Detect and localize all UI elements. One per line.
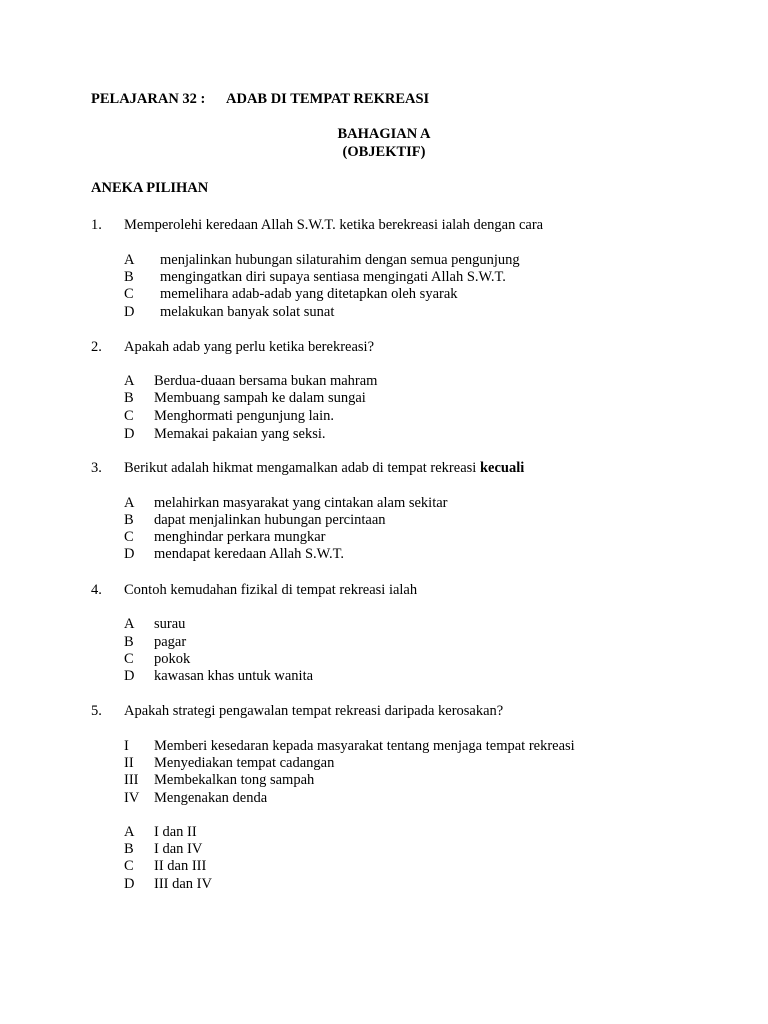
option-text: pokok <box>154 651 191 667</box>
option-text: mendapat keredaan Allah S.W.T. <box>154 546 345 562</box>
question-text: Memperolehi keredaan Allah S.W.T. ketika berekreasi ialah dengan cara <box>124 217 544 233</box>
option-text: I dan IV <box>154 841 203 857</box>
option-text: menjalinkan hubungan silaturahim dengan semua pengunjung <box>160 252 520 268</box>
option-letter: A <box>124 824 135 840</box>
question-number: 1. <box>91 217 102 233</box>
question-emphasis: kecuali <box>479 460 525 476</box>
question-number: 2. <box>91 339 102 355</box>
option-text: II dan III <box>154 858 207 874</box>
section-title: BAHAGIAN A <box>337 126 431 142</box>
option-text: kawasan khas untuk wanita <box>154 668 314 684</box>
option-letter: B <box>124 390 134 406</box>
lesson-title: ADAB DI TEMPAT REKREASI <box>226 91 430 107</box>
option-letter: C <box>124 651 134 667</box>
option-letter: C <box>124 858 134 874</box>
option-text: pagar <box>154 634 187 650</box>
option-text: Berdua-duaan bersama bukan mahram <box>154 373 378 389</box>
statement-text: Menyediakan tempat cadangan <box>154 755 335 771</box>
option-letter: A <box>124 252 135 268</box>
option-letter: B <box>124 634 134 650</box>
option-letter: A <box>124 495 135 511</box>
question-number: 5. <box>91 703 102 719</box>
question-text: Berikut adalah hikmat mengamalkan adab di tempat rekreasi <box>124 460 477 476</box>
statement-numeral: IV <box>124 790 140 806</box>
option-text: Menghormati pengunjung lain. <box>154 408 335 424</box>
option-letter: B <box>124 841 134 857</box>
question-number: 3. <box>91 460 102 476</box>
option-letter: D <box>124 668 135 684</box>
option-text: surau <box>154 616 186 632</box>
option-letter: D <box>124 304 135 320</box>
option-text: menghindar perkara mungkar <box>154 529 326 545</box>
option-letter: C <box>124 408 134 424</box>
option-text: Membuang sampah ke dalam sungai <box>154 390 366 406</box>
section-type: (OBJEKTIF) <box>342 144 426 160</box>
option-text: dapat menjalinkan hubungan percintaan <box>154 512 386 528</box>
question-text: Apakah adab yang perlu ketika berekreasi? <box>124 339 375 355</box>
option-text: III dan IV <box>154 876 212 892</box>
option-letter: D <box>124 876 135 892</box>
statement-numeral: III <box>124 772 139 788</box>
statement-numeral: II <box>124 755 134 771</box>
statement-text: Mengenakan denda <box>154 790 268 806</box>
option-letter: C <box>124 529 134 545</box>
option-letter: B <box>124 269 134 285</box>
option-text: I dan II <box>154 824 197 840</box>
option-letter: A <box>124 616 135 632</box>
option-text: melahirkan masyarakat yang cintakan alam sekitar <box>154 495 448 511</box>
option-text: memelihara adab-adab yang ditetapkan oleh syarak <box>160 286 458 302</box>
option-letter: D <box>124 546 135 562</box>
statement-text: Memberi kesedaran kepada masyarakat tentang menjaga tempat rekreasi <box>154 738 575 754</box>
option-text: Memakai pakaian yang seksi. <box>154 426 326 442</box>
option-letter: C <box>124 286 134 302</box>
option-text: mengingatkan diri supaya sentiasa mengingati Allah S.W.T. <box>160 269 506 285</box>
option-letter: D <box>124 426 135 442</box>
statement-text: Membekalkan tong sampah <box>154 772 315 788</box>
option-letter: B <box>124 512 134 528</box>
question-text: Contoh kemudahan fizikal di tempat rekreasi ialah <box>124 582 418 598</box>
question-text: Apakah strategi pengawalan tempat rekreasi daripada kerosakan? <box>124 703 504 719</box>
question-number: 4. <box>91 582 102 598</box>
option-text: melakukan banyak solat sunat <box>160 304 335 320</box>
lesson-label: PELAJARAN 32 : <box>91 91 206 107</box>
option-letter: A <box>124 373 135 389</box>
statement-numeral: I <box>124 738 129 754</box>
category-heading: ANEKA PILIHAN <box>91 180 209 196</box>
question-text-line <box>124 460 524 477</box>
